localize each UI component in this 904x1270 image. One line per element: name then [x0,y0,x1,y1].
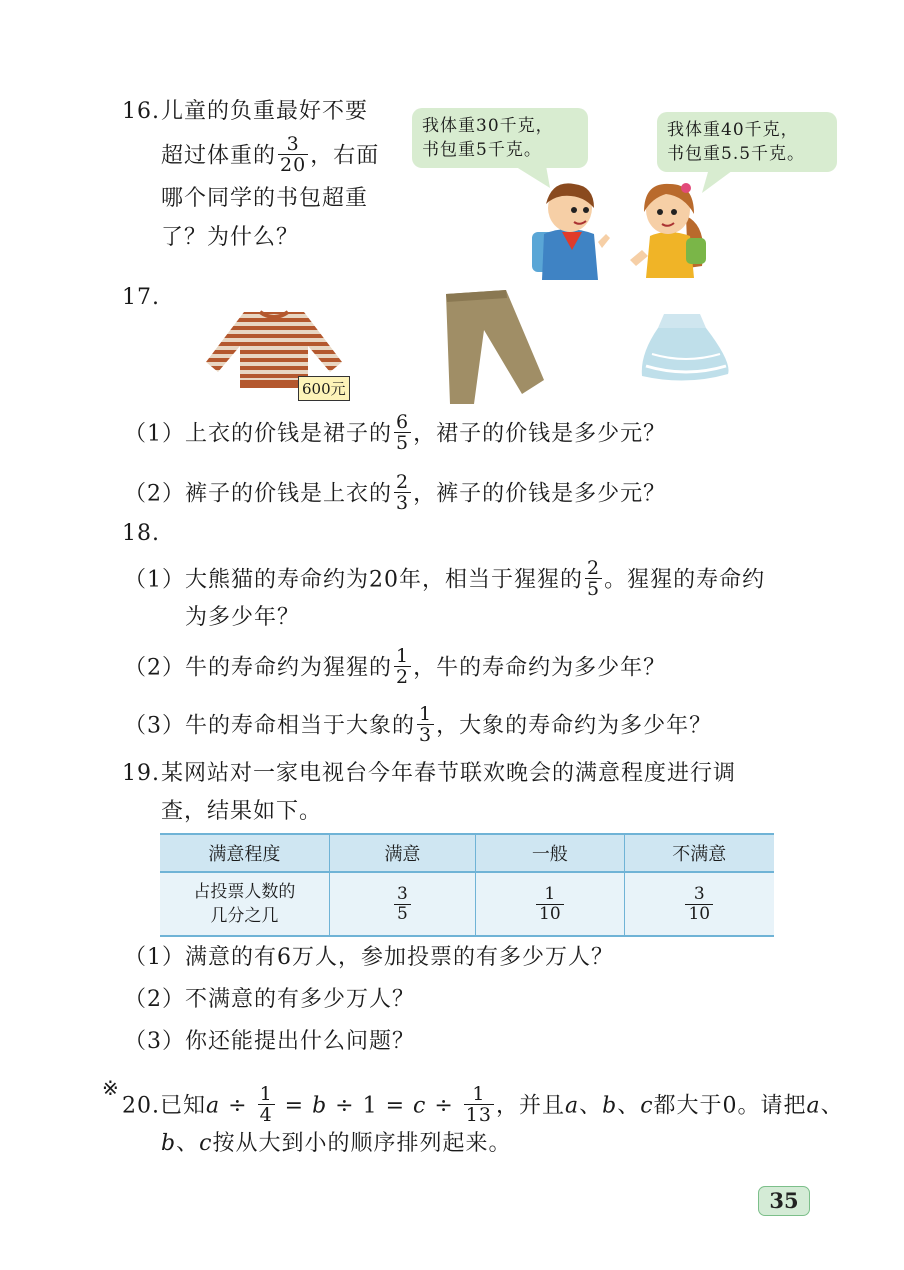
optional-mark: ※ [102,1076,119,1100]
girl-with-backpack-illustration [628,176,712,280]
q17-sub1: （1）上衣的价钱是裙子的 $\frac{6}{5}$ ，裙子的价钱是多少元？ [124,411,667,454]
table-header-cell: 一般 [476,834,624,872]
q18-sub1-continued: 为多少年？ [185,605,301,630]
table-header-cell: 满意 [329,834,475,872]
table-cell: $\frac{3}{10}$ [624,872,774,936]
q17-number: 17. [122,285,160,310]
q19-sub1: （1）满意的有6万人，参加投票的有多少万人？ [124,945,614,970]
skirt-illustration [636,310,734,382]
girl-speech-bubble: 我体重40千克， 书包重5.5千克。 [657,112,837,172]
q16-line4: 了？为什么？ [161,225,300,250]
q18-number: 18. [122,521,160,546]
q16-line3: 哪个同学的书包超重 [161,186,369,211]
q16-fraction: $\frac{3}{20}$ [280,133,307,176]
table-header-row [160,834,774,872]
q18-sub1: （1）大熊猫的寿命约为20年，相当于猩猩的 $\frac{2}{5}$ 。猩猩的寿命约 [124,557,766,600]
q17-sub2: （2）裤子的价钱是上衣的 $\frac{2}{3}$ ，裤子的价钱是多少元？ [124,471,667,514]
q20-line1: 20.已知a ÷ $\frac{1}{4}$ = b ÷ 1 = c ÷ $\frac{1}{13}$ ，并且a、b、c都大于0。请把a、 [122,1083,844,1126]
q20-line2: b、c按从大到小的顺序排列起来。 [161,1131,512,1156]
trousers-illustration [440,288,548,406]
table-cell: $\frac{1}{10}$ [476,872,624,936]
q16-line1: 儿童的负重最好不要 [161,99,369,124]
table-header-cell: 满意程度 [160,834,329,872]
boy-with-backpack-illustration [522,176,612,280]
table-cell: $\frac{3}{5}$ [329,872,475,936]
q19-sub2: （2）不满意的有多少万人？ [124,987,416,1012]
q16-number: 16. [122,99,160,124]
page-number-badge: 35 [758,1186,810,1216]
q19-sub3: （3）你还能提出什么问题？ [124,1029,416,1054]
satisfaction-table [160,833,774,937]
boy-speech-bubble: 我体重30千克， 书包重5千克。 [412,108,588,168]
sweater-price-tag: 600元 [298,376,350,401]
q18-sub2: （2）牛的寿命约为猩猩的 $\frac{1}{2}$ ，牛的寿命约为多少年？ [124,645,667,688]
q18-sub3: （3）牛的寿命相当于大象的 $\frac{1}{3}$ ，大象的寿命约为多少年？ [124,703,713,746]
q19-number: 19. [122,761,160,786]
table-row [160,872,774,936]
q16-line2: 超过体重的 $\frac{3}{20}$ ，右面 [161,133,380,176]
q19-line2: 查，结果如下。 [161,799,323,824]
table-header-cell: 不满意 [624,834,774,872]
table-row-label: 占投票人数的 几分之几 [160,872,329,936]
q19-line1: 某网站对一家电视台今年春节联欢晚会的满意程度进行调 [161,761,737,786]
